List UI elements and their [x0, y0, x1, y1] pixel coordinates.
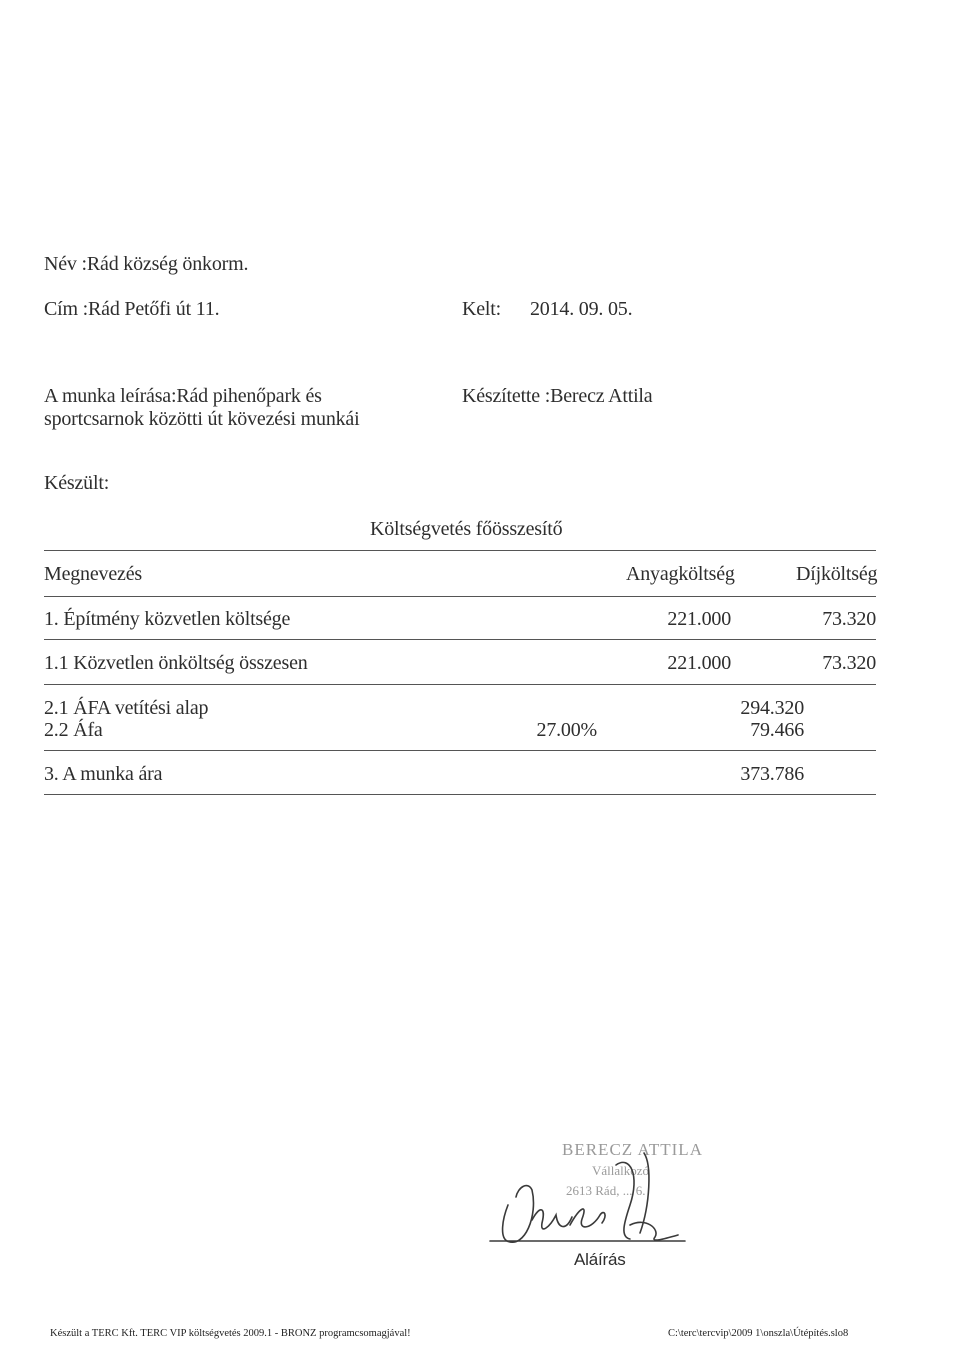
customer-name: Név :Rád község önkorm.: [44, 253, 249, 275]
column-header-fee: Díjköltség: [796, 563, 878, 585]
row-1-fee: 73.320: [822, 608, 876, 630]
signature-label: Aláírás: [574, 1250, 626, 1269]
stamp-line3: 2613 Rád, ... 6.: [566, 1183, 646, 1198]
row-1-1-fee: 73.320: [822, 652, 876, 674]
customer-address: Cím :Rád Petőfi út 11.: [44, 298, 220, 320]
made-label: Készült:: [44, 472, 110, 494]
row-3-value: 373.786: [740, 763, 804, 785]
work-description-line1: A munka leírása:Rád pihenőpark és: [44, 385, 322, 407]
header-rule: [44, 596, 876, 597]
column-header-name: Megnevezés: [44, 563, 142, 585]
row-1-1-name: 1.1 Közvetlen önköltség összesen: [44, 652, 308, 674]
table-top-rule: [44, 550, 876, 551]
row-2-rule: [44, 750, 876, 751]
row-2-1-value: 294.320: [740, 697, 804, 719]
row-1-1-rule: [44, 684, 876, 685]
row-1-1-material: 221.000: [667, 652, 731, 674]
column-header-material: Anyagköltség: [626, 563, 735, 585]
row-2-2-rate: 27.00%: [536, 719, 597, 741]
stamp-line2: Vállalkozó: [592, 1163, 650, 1178]
date-label: Kelt:: [462, 298, 501, 320]
row-2-2-value: 79.466: [750, 719, 804, 741]
row-1-name: 1. Építmény közvetlen költsége: [44, 608, 291, 630]
row-1-material: 221.000: [667, 608, 731, 630]
prepared-by: Készítette :Berecz Attila: [462, 385, 653, 407]
footer-software-note: Készült a TERC Kft. TERC VIP költségvetés 2009.1 - BRONZ programcsomagjával!: [50, 1328, 411, 1339]
handwritten-signature: [480, 1145, 700, 1250]
row-2-1-name: 2.1 ÁFA vetítési alap: [44, 697, 209, 719]
date-value: 2014. 09. 05.: [530, 298, 633, 320]
footer-file-path: C:\terc\tercvip\2009 1\onszla\Útépítés.slo8: [668, 1328, 849, 1339]
table-title: Költségvetés főösszesítő: [370, 518, 563, 540]
table-bottom-rule: [44, 794, 876, 795]
row-1-rule: [44, 639, 876, 640]
stamp-name: BERECZ ATTILA: [562, 1140, 703, 1159]
row-3-name: 3. A munka ára: [44, 763, 163, 785]
row-2-2-name: 2.2 Áfa: [44, 719, 103, 741]
work-description-line2: sportcsarnok közötti út kövezési munkái: [44, 408, 360, 430]
